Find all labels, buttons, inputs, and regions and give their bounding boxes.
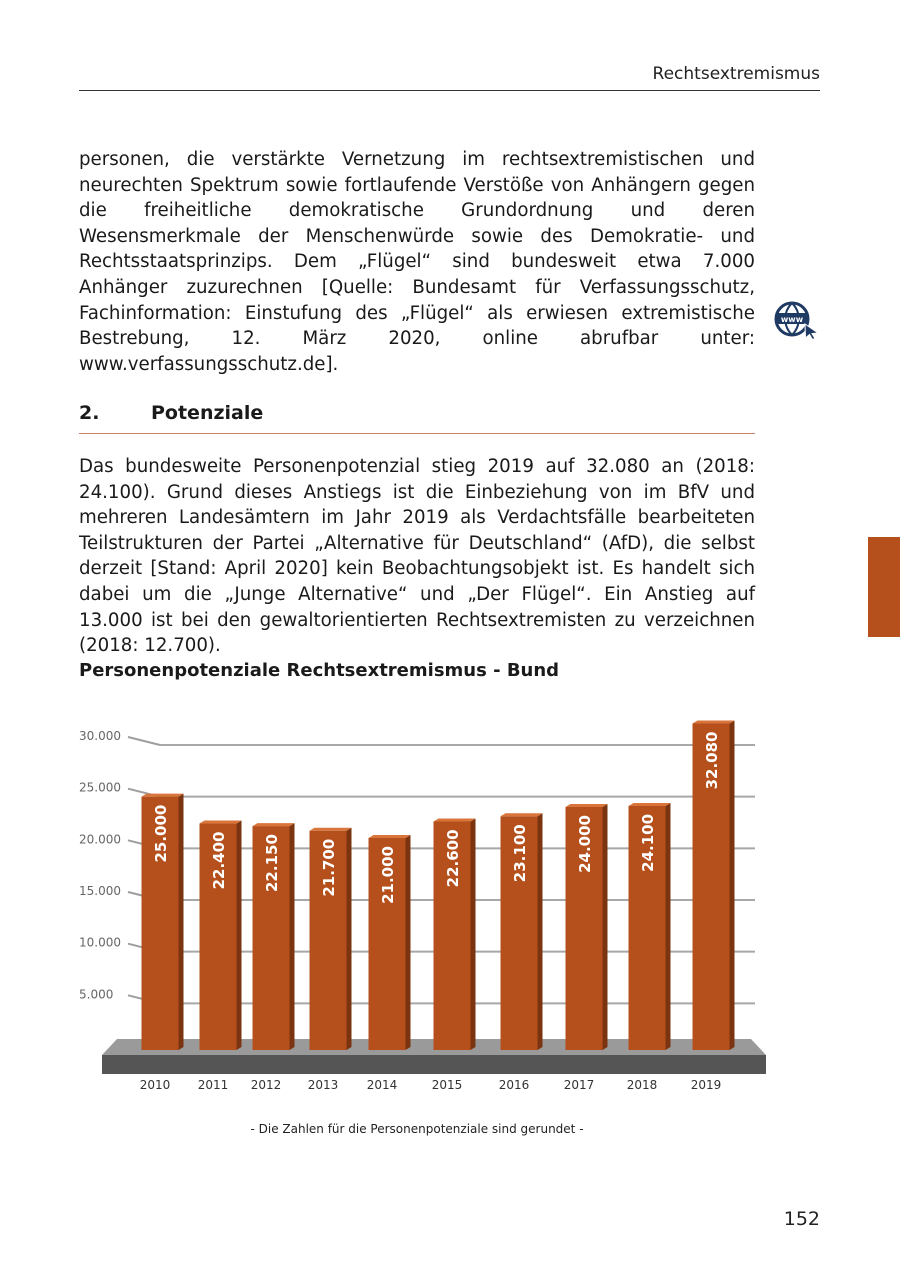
bar-side bbox=[406, 835, 411, 1050]
bar-top bbox=[629, 803, 671, 806]
bar-value-label: 24.100 bbox=[639, 813, 657, 872]
y-tick-label: 20.000 bbox=[79, 832, 121, 847]
y-tick-label: 30.000 bbox=[79, 729, 121, 743]
section-heading bbox=[79, 402, 755, 424]
bar-top bbox=[310, 828, 352, 831]
section-title: Potenziale bbox=[151, 402, 264, 424]
bar-value-label: 21.700 bbox=[320, 838, 338, 897]
bar-top bbox=[501, 813, 543, 816]
y-tick-label: 15.000 bbox=[79, 884, 121, 898]
paragraph-2: Das bundesweite Personenpotenzial stieg 2019 auf 32.080 an (2018: 24.100). Grund dieses Anstiegs ist die Einbeziehung von im BfV und mehreren Landesämtern im Jahr 2019 als Verdachtsfälle bearbeiteten Teilstrukturen der Partei „Alternative für Deutschland“ (AfD), die selbst derzeit [Stand: April 2020] kein Beobachtungsobjekt ist. Es handelt sich dabei um die „Junge Alternative“ und „Der Flügel“. Ein Anstieg auf 13.000 ist bei den gewaltorientierten Rechtsextremisten zu verzeichnen (2018: 12.700). bbox=[79, 456, 755, 657]
bar-side bbox=[290, 823, 295, 1050]
chart-base bbox=[102, 1055, 766, 1074]
bar-side bbox=[471, 818, 476, 1050]
bar-top bbox=[369, 835, 411, 838]
x-tick-label: 2018 bbox=[626, 1078, 658, 1092]
bar-top bbox=[434, 818, 476, 821]
bar-value-label: 22.400 bbox=[210, 831, 228, 890]
y-tick-label: 10.000 bbox=[79, 935, 121, 950]
bar-value-label: 32.080 bbox=[703, 731, 721, 790]
x-tick-label: 2010 bbox=[139, 1078, 171, 1092]
y-tick-label: 25.000 bbox=[79, 780, 121, 795]
bar-side bbox=[538, 813, 543, 1050]
www-icon-label: www bbox=[780, 315, 804, 324]
bar-value-label: 25.000 bbox=[152, 804, 170, 863]
x-tick-label: 2016 bbox=[498, 1078, 530, 1092]
x-tick-label: 2013 bbox=[307, 1078, 339, 1092]
running-header: Rechtsextremismus bbox=[652, 64, 820, 84]
y-tick-label: 5.000 bbox=[79, 987, 114, 1002]
bar-top bbox=[693, 721, 735, 724]
x-tick-label: 2011 bbox=[197, 1078, 229, 1092]
bar-value-label: 21.000 bbox=[379, 846, 397, 904]
bar-value-label: 24.000 bbox=[576, 815, 594, 873]
section-rule bbox=[79, 433, 755, 434]
x-tick-label: 2017 bbox=[563, 1078, 595, 1092]
bar-side bbox=[730, 721, 735, 1050]
page-number: 152 bbox=[783, 1208, 820, 1230]
bar-side bbox=[603, 804, 608, 1050]
x-tick-label: 2012 bbox=[250, 1078, 282, 1092]
www-globe-icon[interactable] bbox=[772, 300, 820, 340]
bar-side bbox=[237, 821, 242, 1050]
bar-side bbox=[179, 794, 184, 1050]
bar-top bbox=[200, 821, 242, 824]
bar-value-label: 22.600 bbox=[444, 829, 462, 888]
chart-title: Personenpotenziale Rechtsextremismus - Bund bbox=[79, 660, 560, 681]
x-tick-label: 2014 bbox=[366, 1078, 398, 1092]
chapter-tab-marker bbox=[868, 537, 900, 637]
header-rule bbox=[79, 90, 820, 91]
bar-side bbox=[347, 828, 352, 1050]
bar-chart bbox=[0, 700, 900, 1110]
bar-side bbox=[666, 803, 671, 1050]
chart-note: - Die Zahlen für die Personenpotenziale sind gerundet - bbox=[250, 1122, 584, 1136]
paragraph-1: personen, die verstärkte Vernetzung im rechtsextremistischen und neurechten Spektrum sowie fortlaufende Verstöße von Anhängern gegen die freiheitliche demokratische Grundordnung und deren Wesensmerkmale der Menschenwürde sowie des Demokratie- und Rechtsstaatsprinzips. Dem „Flügel“ sind bundesweit etwa 7.000 Anhänger zuzurechnen [Quelle: Bundesamt für Verfassungsschutz, Fachinformation: Einstufung des „Flügel“ als erwiesen extremistische Bestrebung, 12. März 2020, online abrufbar unter: www.verfassungsschutz.de]. bbox=[79, 149, 755, 375]
bar-value-label: 23.100 bbox=[511, 824, 529, 883]
section-number: 2. bbox=[79, 402, 100, 424]
bar-value-label: 22.150 bbox=[263, 834, 281, 893]
bar-top bbox=[142, 794, 184, 797]
x-tick-label: 2019 bbox=[690, 1078, 722, 1092]
x-tick-label: 2015 bbox=[431, 1078, 463, 1092]
bar-top bbox=[253, 823, 295, 826]
gridline-perspective bbox=[128, 737, 160, 745]
bar-top bbox=[566, 804, 608, 807]
